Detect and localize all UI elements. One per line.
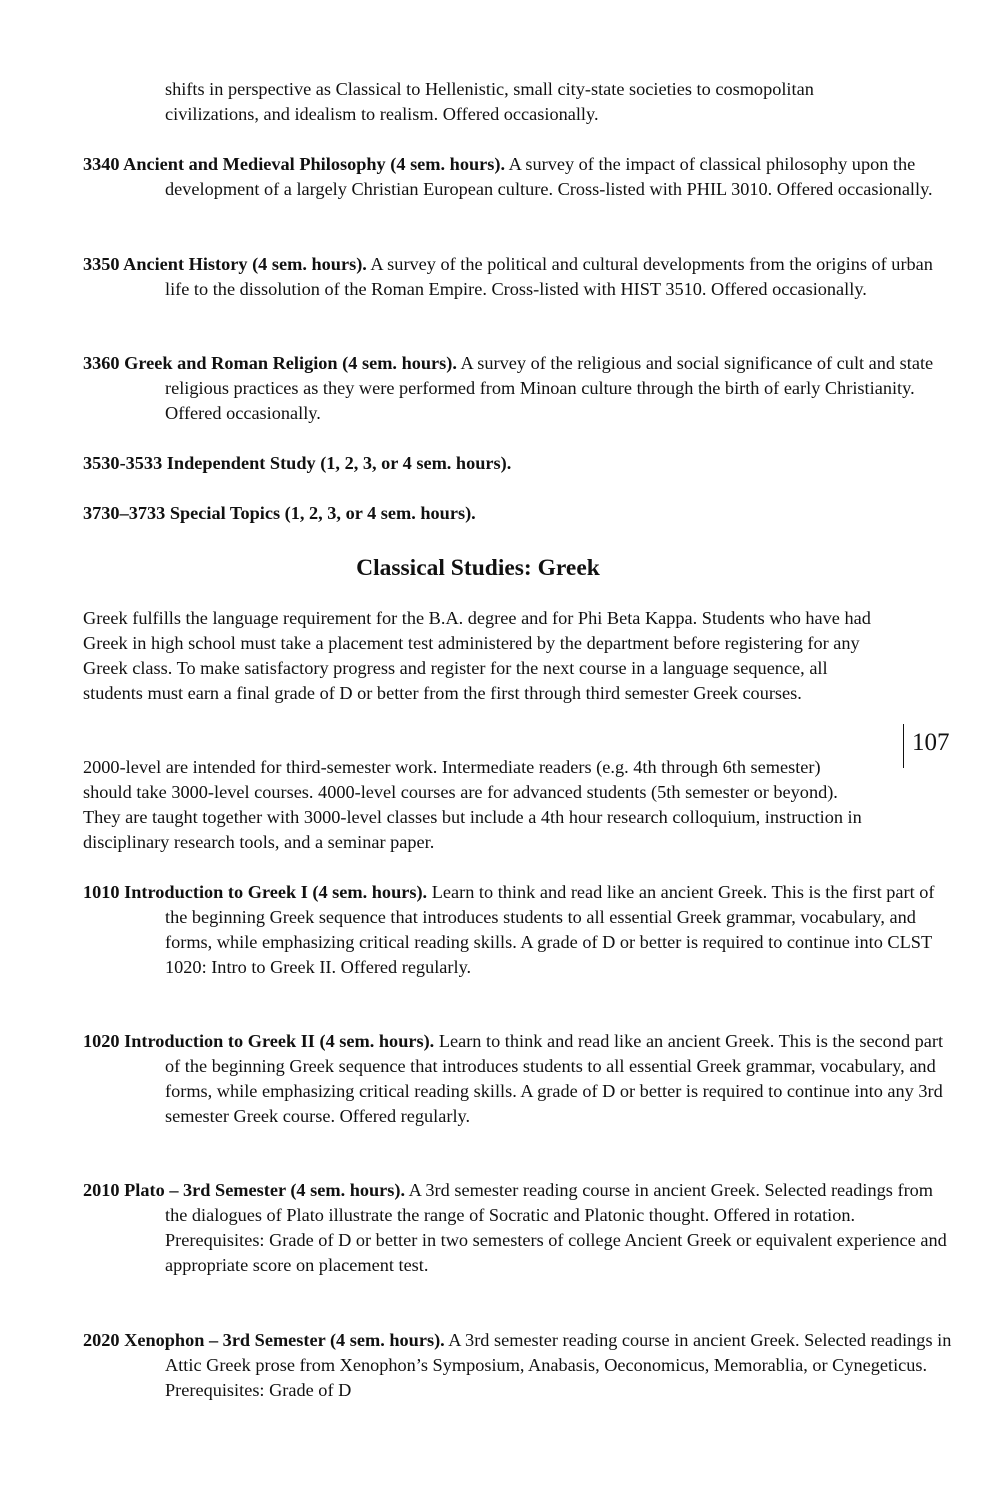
- course-heading: 2010 Plato – 3rd Semester (4 sem. hours).: [83, 1180, 406, 1200]
- course-entry-1010: [83, 880, 955, 980]
- course-description: A survey of the political and cultural developments from the origins of urban life to the dissolution of the Roman Empire. Cross-listed with HIST 3510. Offered occasionally.: [165, 254, 933, 299]
- section-title: Classical Studies: Greek: [356, 555, 600, 581]
- course-description: A survey of the impact of classical philosophy upon the development of a largely Christian European culture. Cross-listed with PHIL 3010. Offered occasionally.: [165, 154, 933, 199]
- course-entry-2020: [83, 1328, 955, 1403]
- page-number-rule: [903, 724, 904, 768]
- course-heading: 1020 Introduction to Greek II (4 sem. hours).: [83, 1031, 435, 1051]
- course-entry-1020: [83, 1029, 955, 1129]
- course-entry-3340: [83, 152, 955, 202]
- course-description: A survey of the religious and social significance of cult and state religious practices as they were performed from Minoan culture through the birth of early Christianity. Offered occasionally.: [165, 353, 934, 423]
- intro-paragraph-course-levels: 2000-level are intended for third-semester work. Intermediate readers (e.g. 4th through 6th semester) should take 3000-level courses. 4000-level courses are for advanced students (5th semester or beyond). They are taught together with 3000-level classes but include a 4th hour research colloquium, instruction in disciplinary research tools, and a seminar paper.: [83, 757, 862, 852]
- course-heading: 3360 Greek and Roman Religion (4 sem. hours).: [83, 353, 457, 373]
- course-entry-3730: [83, 501, 955, 526]
- page-number: 107: [912, 729, 950, 756]
- course-entry-3350: [83, 252, 955, 302]
- intro-paragraph-language-requirement: Greek fulfills the language requirement for the B.A. degree and for Phi Beta Kappa. Students who have had Greek in high school must take a placement test administered by the department before registering for any Greek class. To make satisfactory progress and register for the next course in a language sequence, all students must earn a final grade of D or better from the first through third semester Greek courses.: [83, 608, 871, 703]
- course-description: Learn to think and read like an ancient Greek. This is the first part of the beginning Greek sequence that introduces students to all essential Greek grammar, vocabulary, and forms, while emphasizing critical reading skills. A grade of D or better is required to continue into CLST 1020: Intro to Greek II. Offered regularly.: [165, 882, 935, 977]
- course-heading: 1010 Introduction to Greek I (4 sem. hours).: [83, 882, 428, 902]
- course-heading: 3350 Ancient History (4 sem. hours).: [83, 254, 367, 274]
- course-heading: 3340 Ancient and Medieval Philosophy (4 sem. hours).: [83, 154, 506, 174]
- course-heading: 3730–3733 Special Topics (1, 2, 3, or 4 sem. hours).: [83, 503, 476, 523]
- course-entry-2010: [83, 1178, 955, 1278]
- course-heading: 2020 Xenophon – 3rd Semester (4 sem. hours).: [83, 1330, 445, 1350]
- course-entry-3360: [83, 351, 955, 426]
- continuation-paragraph: shifts in perspective as Classical to Hellenistic, small city-state societies to cosmopolitan civilizations, and idealism to realism. Offered occasionally.: [165, 79, 814, 124]
- course-description: A 3rd semester reading course in ancient Greek. Selected readings from the dialogues of Plato illustrate the range of Socratic and Platonic thought. Offered in rotation. Prerequisites: Grade of D or better in two semesters of college Ancient Greek or equivalent experience and appropriate score on placement test.: [165, 1180, 947, 1275]
- course-description: A 3rd semester reading course in ancient Greek. Selected readings in Attic Greek prose from Xenophon’s Symposium, Anabasis, Oeconomicus, Memorablia, or Cynegeticus. Prerequisites: Grade of D: [165, 1330, 952, 1400]
- course-description: Learn to think and read like an ancient Greek. This is the second part of the beginning Greek sequence that introduces students to all essential Greek grammar, vocabulary, and forms, while emphasizing critical reading skills. A grade of D or better is required to continue into any 3rd semester Greek course. Offered regularly.: [165, 1031, 944, 1126]
- course-entry-3530: [83, 451, 955, 476]
- course-heading: 3530-3533 Independent Study (1, 2, 3, or 4 sem. hours).: [83, 453, 512, 473]
